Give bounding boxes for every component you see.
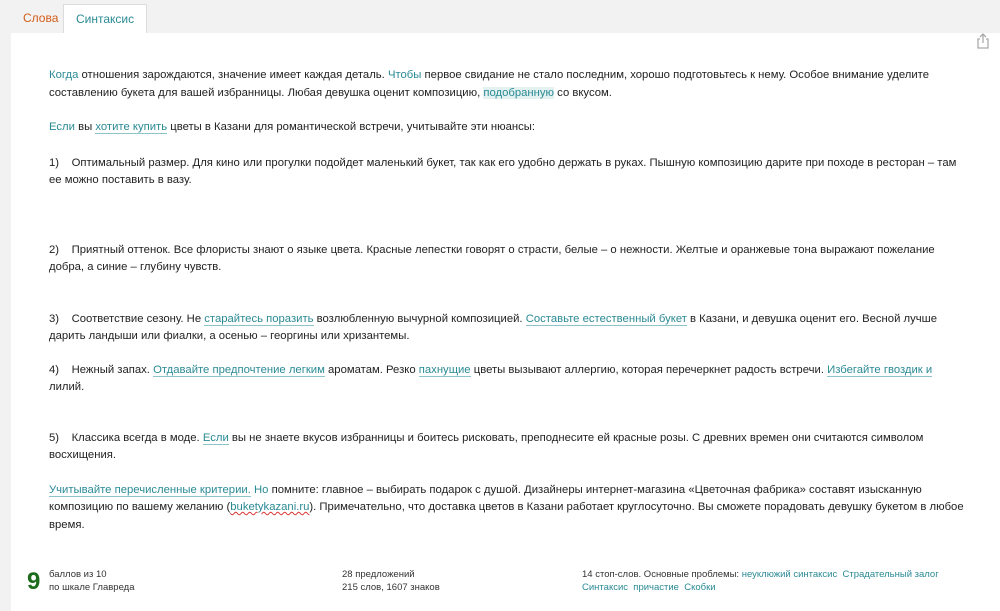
text-fragment: цветы в Казани для романтической встречи, учитывайте эти нюансы: xyxy=(167,121,536,133)
highlight-word[interactable]: Но xyxy=(253,483,269,496)
text-fragment: со вкусом. xyxy=(554,86,612,99)
highlight-word[interactable]: Когда xyxy=(49,69,79,81)
highlight-word[interactable]: старайтесь поразить xyxy=(204,312,314,325)
highlight-word[interactable]: пахнущие xyxy=(418,363,471,376)
highlight-word[interactable]: подобранную xyxy=(483,86,555,99)
score-line-2: по шкале Главреда xyxy=(49,582,135,593)
paragraph-3: 1) Оптимальный размер. Для кино или прогулки подойдет маленький букет, так как его удобно держать в руках. Пышную композицию дарите при походе в ресторан – там ее можно поставить в вазу. xyxy=(49,156,957,186)
text-editor[interactable] xyxy=(49,67,964,534)
score-value: 9 xyxy=(27,568,41,595)
paragraph-5 xyxy=(49,311,964,346)
text-fragment: 4) Нежный запах. xyxy=(49,363,154,376)
problems-summary xyxy=(582,568,982,594)
problem-link[interactable]: Скобки xyxy=(684,582,716,593)
text-fragment: 5) Классика всегда в моде. xyxy=(49,431,203,444)
text-fragment: отношения зарождаются, значение имеет каждая деталь. xyxy=(78,69,388,81)
highlight-word[interactable]: Отдавайте предпочтение легким xyxy=(153,363,325,376)
text-fragment: вы xyxy=(74,121,96,133)
highlight-word[interactable]: Составьте естественный букет xyxy=(525,312,687,325)
highlight-word[interactable]: хотите купить xyxy=(95,121,168,133)
text-stats xyxy=(342,568,440,594)
share-icon[interactable] xyxy=(976,33,990,49)
text-fragment: в Казани, и девушка оценит его. Весной лучше дарить ландыши или фиалки, а осенью – георгины или хризантемы. xyxy=(49,312,938,342)
paragraph-2 xyxy=(49,119,964,137)
text-fragment: лилий. xyxy=(49,381,85,393)
highlight-word[interactable]: buketykazani.ru xyxy=(230,501,310,513)
text-fragment: вы не знаете вкусов избранницы и боитесь рисковать, преподнесите ей красные розы. С древних времен они считаются символом восхищения. xyxy=(49,431,924,461)
tab-bar xyxy=(0,0,1000,33)
paragraph-1 xyxy=(49,67,964,102)
problem-link[interactable]: неуклюжий синтаксис xyxy=(741,569,838,580)
text-fragment: ароматам. Резко xyxy=(324,363,419,376)
text-fragment: помните: главное – выбирать подарок с душой. Дизайнеры интернет-магазина «Цветочная фабрика» составят изысканную композицию по вашему желанию ( xyxy=(49,483,922,513)
text-fragment: первое свидание не стало последним, хорошо подготовьтесь к нему. Особое внимание уделите составлению букета для вашей избранницы. Любая девушка оценит композицию, xyxy=(49,69,929,99)
highlight-word[interactable]: Учитывайте перечисленные критерии. xyxy=(49,483,251,496)
problem-link[interactable]: Синтаксис xyxy=(582,582,629,593)
text-fragment: 3) Соответствие сезону. Не xyxy=(49,312,205,325)
paragraph-6 xyxy=(49,362,964,397)
tab-syntax[interactable]: Синтаксис xyxy=(63,4,147,34)
sentences-count: 28 предложений xyxy=(342,569,415,580)
text-fragment: цветы вызывают аллергию, которая перечеркнет радость встречи. xyxy=(470,363,828,376)
problems-prefix: 14 стоп-слов. Основные проблемы: xyxy=(582,569,742,580)
highlight-word[interactable]: Если xyxy=(202,431,229,444)
problem-link[interactable]: причастие xyxy=(633,582,679,593)
text-fragment: ). Примечательно, что доставка цветов в Казани работает круглосуточно. Вы сможете порадовать девушку букетом в любое время. xyxy=(49,501,964,531)
words-count: 215 слов, 1607 знаков xyxy=(342,582,440,593)
highlight-word[interactable]: Если xyxy=(49,121,75,133)
score-line-1: баллов из 10 xyxy=(49,569,107,580)
paragraph-4: 2) Приятный оттенок. Все флористы знают о языке цвета. Красные лепестки говорят о страсти, белые – о нежности. Желтые и оранжевые тона выражают пожелание добра, а синие – глубину чувств. xyxy=(49,243,935,273)
tab-words[interactable]: Слова xyxy=(23,11,59,25)
highlight-word[interactable]: Чтобы xyxy=(387,69,422,81)
problem-link[interactable]: Страдательный залог xyxy=(842,569,939,580)
score-caption xyxy=(49,568,134,594)
paragraph-7 xyxy=(49,430,964,465)
paragraph-8 xyxy=(49,482,964,535)
text-fragment: возлюбленную вычурной композицией. xyxy=(313,312,526,325)
highlight-word[interactable]: Избегайте гвоздик и xyxy=(827,363,933,376)
editor-panel xyxy=(11,33,1000,611)
